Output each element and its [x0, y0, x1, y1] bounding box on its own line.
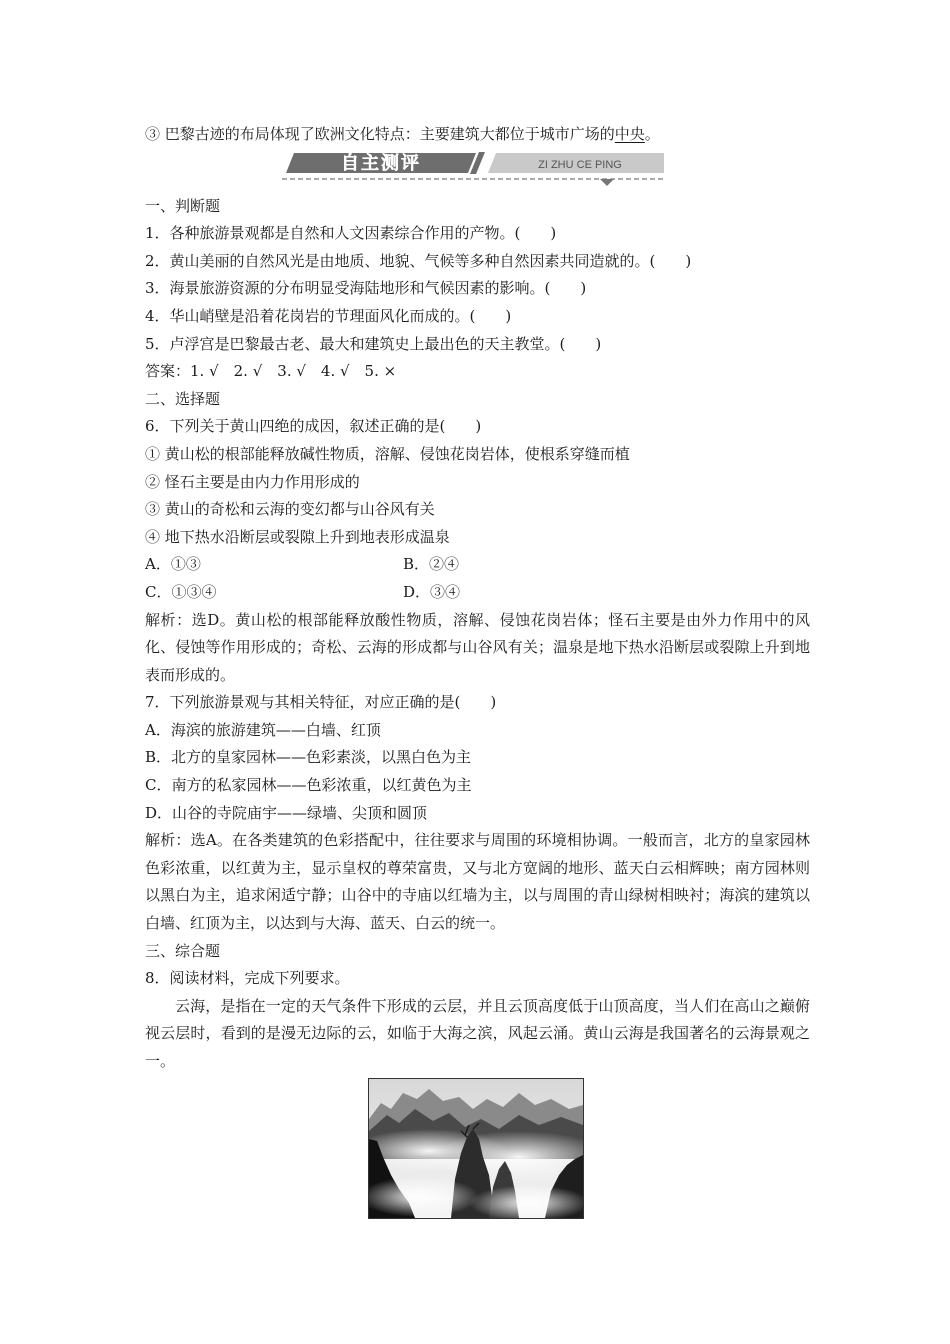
banner-graphic [280, 151, 665, 187]
q7-option-d: D．山谷的寺院庙宇——绿墙、尖顶和圆顶 [145, 803, 428, 822]
q6-options-row-2 [145, 579, 810, 607]
document-content [145, 121, 810, 1076]
underlined-word: 中央 [614, 125, 645, 143]
section1-heading: 一、判断题 [145, 196, 221, 215]
section2-heading: 二、选择题 [145, 389, 221, 408]
section3-heading: 三、综合题 [145, 941, 221, 960]
q6-stem: 6．下列关于黄山四绝的成因，叙述正确的是( ) [145, 417, 482, 436]
q6-analysis: 解析：选D。黄山松的根部能释放酸性物质，溶解、侵蚀花岗岩体；怪石主要是由外力作用中的风化、侵蚀等作用形成的；奇松、云海的形成都与山谷风有关；温泉是地下热水沿断层或裂隙上升到地表而形成的。 [145, 610, 810, 684]
mountain-cloud-image [369, 1079, 583, 1218]
section-banner [145, 149, 810, 189]
q6-statement-2: ② 怪石主要是由内力作用形成的 [145, 472, 360, 491]
banner-pointer-icon [600, 179, 614, 186]
q7-stem: 7．下列旅游景观与其相关特征，对应正确的是( ) [145, 693, 497, 712]
judgment-answer: 答案：1. √ 2. √ 3. √ 4. √ 5. × [145, 362, 397, 381]
q7-analysis: 解析：选A。在各类建筑的色彩搭配中，往往要求与周围的环境相协调。一般而言，北方的皇家园林色彩浓重，以红黄为主，显示皇权的尊荣富贵，又与北方宽阔的地形、蓝天白云相辉映；南方园林则以黑白为主，追求闲适宁静；山谷中的寺庙以红墙为主，以与周围的青山绿树相映衬；海滨的建筑以白墙、红顶为主，以达到与大海、蓝天、白云的统一。 [145, 831, 810, 933]
sea-of-clouds-photo [368, 1078, 584, 1219]
q6-options-row-1 [145, 551, 810, 579]
q7-option-a: A．海滨的旅游建筑——白墙、红顶 [145, 720, 381, 739]
q6-option-d: D．③④ [403, 582, 461, 601]
q6-option-c: C．①③④ [145, 582, 217, 601]
q6-statement-4: ④ 地下热水沿断层或裂隙上升到地表形成温泉 [145, 527, 450, 546]
q6-statement-1: ① 黄山松的根部能释放碱性物质，溶解、侵蚀花岗岩体，使根系穿缝而植 [145, 444, 630, 463]
q6-option-b: B．②④ [403, 555, 460, 574]
q7-option-c: C．南方的私家园林——色彩浓重，以红黄色为主 [145, 776, 472, 795]
q6-statement-3: ③ 黄山的奇松和云海的变幻都与山谷风有关 [145, 500, 435, 519]
judgment-item-3: 3．海景旅游资源的分布明显受海陆地形和气候因素的影响。( ) [145, 279, 587, 298]
intro-line: ③ 巴黎古迹的布局体现了欧洲文化特点：主要建筑大都位于城市广场的中央。 [145, 125, 660, 143]
judgment-item-1: 1．各种旅游景观都是自然和人文因素综合作用的产物。( ) [145, 224, 557, 243]
q7-option-b: B．北方的皇家园林——色彩素淡，以黑白色为主 [145, 748, 472, 767]
judgment-item-4: 4．华山峭壁是沿着花岗岩的节理面风化而成的。( ) [145, 306, 512, 325]
banner-subtitle: ZI ZHU CE PING [538, 158, 622, 171]
q6-option-a: A．①③ [145, 555, 201, 574]
q8-stem: 8．阅读材料，完成下列要求。 [145, 969, 350, 988]
judgment-item-5: 5．卢浮宫是巴黎最古老、最大和建筑史上最出色的天主教堂。( ) [145, 334, 602, 353]
banner-title: 自主测评 [341, 152, 421, 174]
judgment-item-2: 2．黄山美丽的自然风光是由地质、地貌、气候等多种自然因素共同造就的。( ) [145, 251, 692, 270]
q8-material: 云海，是指在一定的天气条件下形成的云层，并且云顶高度低于山顶高度，当人们在高山之巅俯视云层时，看到的是漫无边际的云，如临于大海之滨，风起云涌。黄山云海是我国著名的云海景观之一。 [145, 996, 810, 1070]
